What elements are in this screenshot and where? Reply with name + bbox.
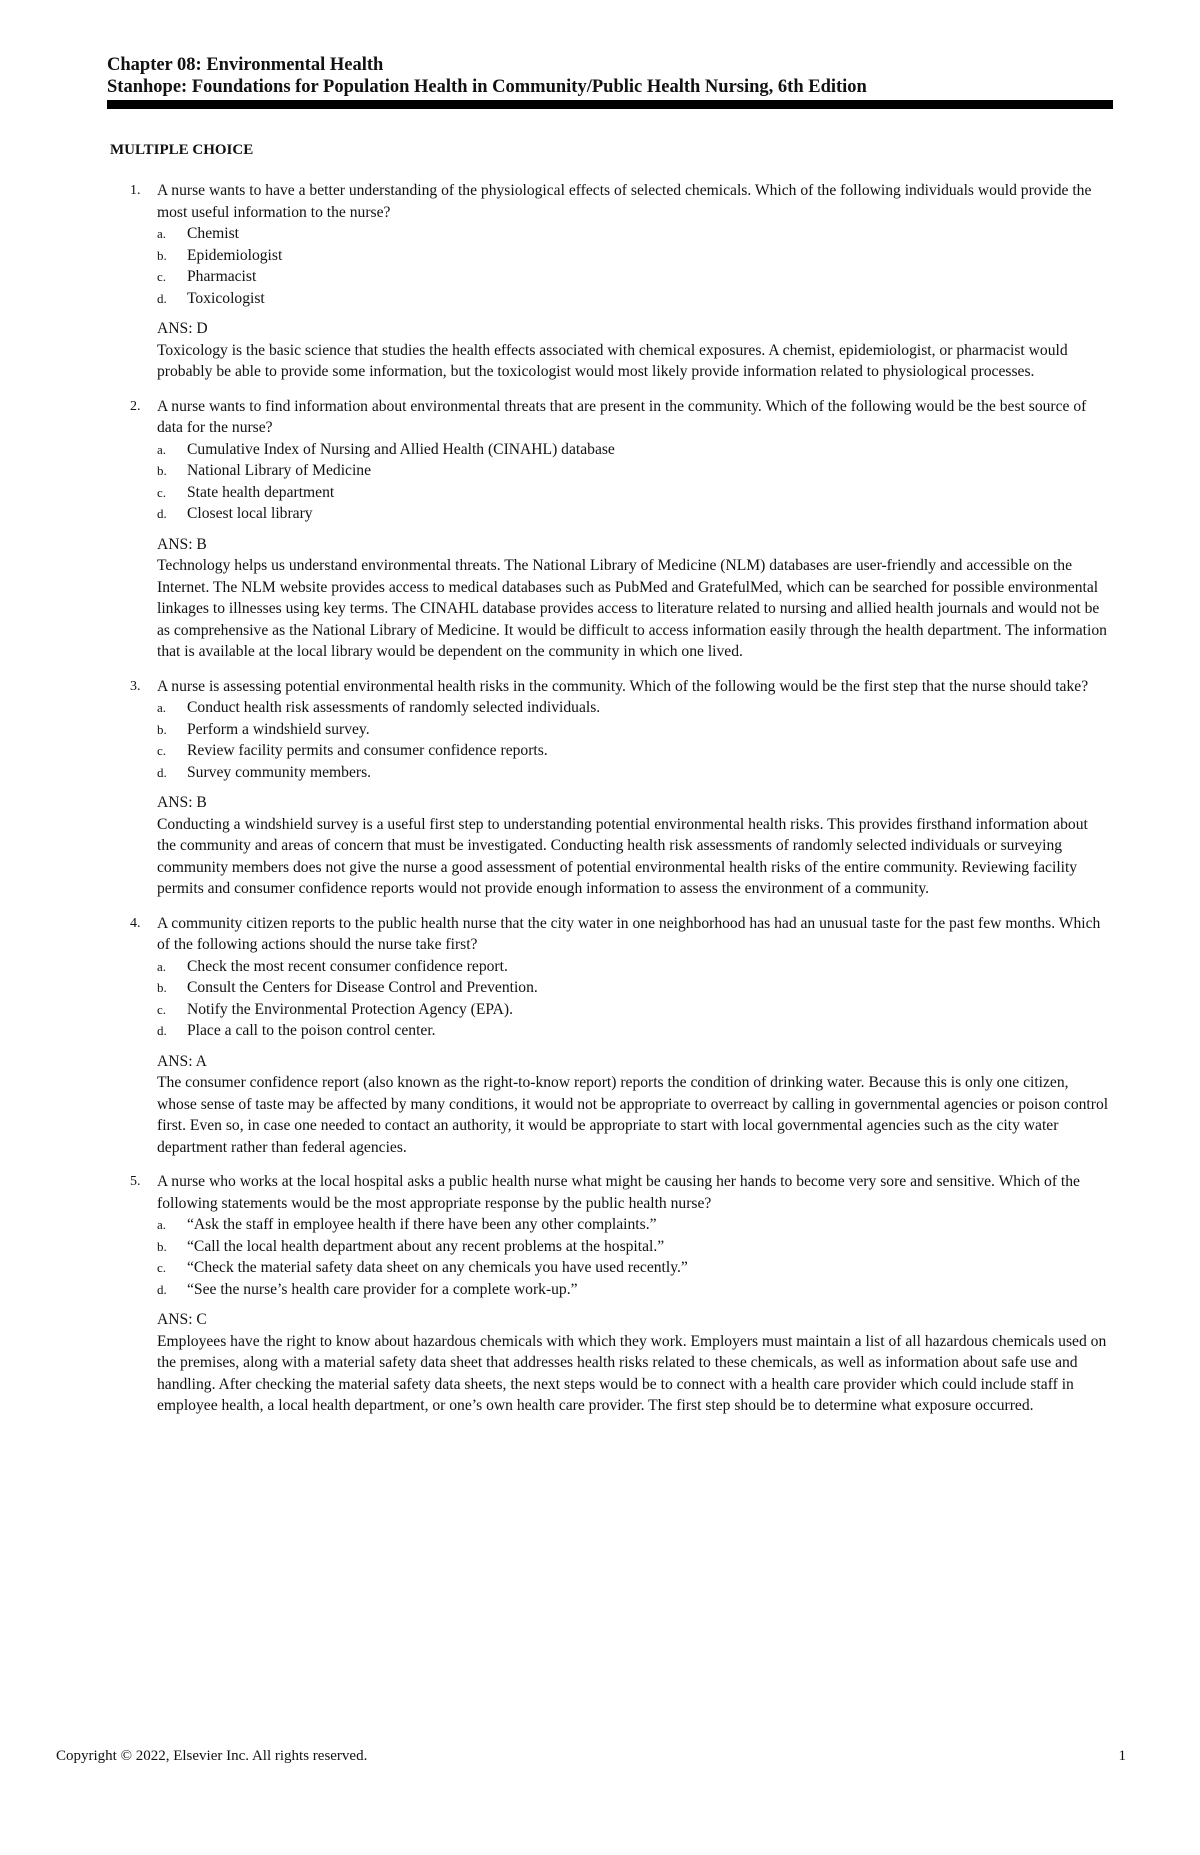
question-4: [110, 913, 1110, 1159]
option-letter: b.: [157, 247, 167, 263]
option: [157, 460, 1110, 482]
option-list: [157, 223, 1110, 309]
option-letter: a.: [157, 1217, 167, 1232]
rationale: Employees have the right to know about hazardous chemicals with which they work. Employers must maintain a list of all hazardous chemicals used on the premises, along with a material safety data sheet that addresses health risks related to these chemicals, as well as information about safe use and handling. After checking the material safety data sheets, the next steps would be to connect with a health care provider which could include staff in employee health, a local health department, or one’s own health care provider. The first step should be to determine what exposure occurred.: [157, 1332, 1107, 1414]
chapter-title: Chapter 08: Environmental Health: [107, 55, 384, 75]
answer-key: ANS: A: [157, 1052, 207, 1070]
rationale: Technology helps us understand environmental threats. The National Library of Medicine (NLM) databases are user-friendly and accessible on the Internet. The NLM website provides access to medical databases such as PubMed and GratefulMed, which can be searched for possible environmental linkages to illnesses using key terms. The CINAHL database provides access to literature related to nursing and allied health journals and would not be as comprehensive as the National Library of Medicine. It would be difficult to access information easily through the health department. The information that is available at the local library would be dependent on the community in which one lived.: [157, 557, 1107, 660]
option-text: “See the nurse’s health care provider for a complete work-up.”: [187, 1280, 578, 1298]
option-text: Chemist: [187, 225, 239, 242]
option: [157, 956, 1110, 978]
question-number: 3.: [130, 678, 141, 694]
option: [157, 288, 1110, 310]
question-number: 4.: [130, 915, 141, 931]
option-text: Check the most recent consumer confidence report.: [187, 957, 508, 975]
option: [157, 977, 1110, 999]
question-stem: A nurse who works at the local hospital asks a public health nurse what might be causing her hands to become very sore and sensitive. Which of the following statements would be the most appropriate response by the public health nurse?: [157, 1173, 1080, 1212]
book-title: Stanhope: Foundations for Population Health in Community/Public Health Nursing, 6th Edition: [107, 77, 867, 97]
option-text: National Library of Medicine: [187, 462, 372, 479]
option-text: Epidemiologist: [187, 246, 283, 264]
option-letter: d.: [157, 1023, 167, 1038]
option: [157, 245, 1110, 267]
option-text: Cumulative Index of Nursing and Allied Health (CINAHL) database: [187, 440, 615, 458]
option-text: “Ask the staff in employee health if there have been any other complaints.”: [187, 1216, 657, 1233]
option: [157, 1236, 1110, 1258]
option-list: [157, 1214, 1110, 1300]
option-letter: a.: [157, 700, 167, 715]
option-text: Toxicologist: [187, 289, 265, 307]
option-letter: d.: [157, 290, 167, 306]
option-letter: c.: [157, 1260, 167, 1275]
option-letter: b.: [157, 721, 167, 737]
option: [157, 719, 1110, 741]
question-number: 1.: [130, 183, 141, 198]
option: [157, 1257, 1110, 1279]
option-letter: c.: [157, 269, 167, 284]
option: [157, 1279, 1110, 1301]
option-letter: d.: [157, 764, 167, 780]
option-list: [157, 439, 1110, 525]
option-text: Consult the Centers for Disease Control and Prevention.: [187, 979, 538, 996]
option-text: Notify the Environmental Protection Agency (EPA).: [187, 1000, 513, 1018]
option: [157, 439, 1110, 461]
question-stem: A nurse is assessing potential environmental health risks in the community. Which of the following would be the first step that the nurse should take?: [157, 677, 1089, 695]
option-text: Review facility permits and consumer confidence reports.: [187, 742, 548, 759]
section-heading: MULTIPLE CHOICE: [110, 142, 254, 158]
page-header: [107, 54, 1113, 98]
option-text: Survey community members.: [187, 763, 372, 781]
answer-key: ANS: C: [157, 1311, 207, 1328]
option: [157, 266, 1110, 288]
option: [157, 762, 1110, 784]
option-text: “Check the material safety data sheet on any chemicals you have used recently.”: [187, 1259, 688, 1276]
option-text: Place a call to the poison control center.: [187, 1022, 436, 1039]
question-stem: A nurse wants to have a better understanding of the physiological effects of selected chemicals. Which of the following individuals would provide the most useful information to the nurse?: [157, 182, 1092, 221]
option-letter: b.: [157, 980, 167, 995]
page-number: 1: [1118, 1748, 1126, 1764]
option-letter: c.: [157, 743, 167, 758]
option-letter: d.: [157, 506, 167, 521]
option: [157, 482, 1110, 504]
question-3: [110, 676, 1110, 900]
rationale: The consumer confidence report (also known as the right-to-know report) reports the condition of drinking water. Because this is only one citizen, whose sense of taste may be affected by many conditions, it would not be appropriate to overreact by calling in governmental agencies or poison control first. Even so, in case one needed to contact an authority, it would be appropriate to start with local governmental agencies such as the city water department rather than federal agencies.: [157, 1074, 1109, 1156]
option: [157, 697, 1110, 719]
option: [157, 503, 1110, 525]
option: [157, 223, 1110, 245]
option-letter: c.: [157, 1001, 167, 1017]
rationale: Toxicology is the basic science that studies the health effects associated with chemical exposures. A chemist, epidemiologist, or pharmacist would probably be able to provide some information, but the toxicologist would most likely provide information related to physiological processes.: [157, 341, 1068, 380]
option-list: [157, 956, 1110, 1042]
option: [157, 740, 1110, 762]
option-letter: a.: [157, 441, 167, 457]
option: [157, 1214, 1110, 1236]
question-number: 2.: [130, 398, 141, 414]
option: [157, 999, 1110, 1021]
question-number: 5.: [130, 1174, 141, 1189]
answer-key: ANS: D: [157, 320, 208, 337]
rationale: Conducting a windshield survey is a useful first step to understanding potential environmental health risks. This provides firsthand information about the community and areas of concern that must be investigated. Conducting health risk assessments of randomly selected individuals or surveying community members does not give the nurse a good assessment of potential environmental health risks of the entire community. Reviewing facility permits and consumer confidence reports would not provide enough information to assess the environment of a community.: [157, 815, 1088, 897]
option-list: [157, 697, 1110, 783]
answer-key: ANS: B: [157, 794, 207, 811]
option-text: Closest local library: [187, 505, 313, 522]
page-footer: [56, 1748, 1126, 1765]
option-letter: b.: [157, 463, 167, 478]
option-letter: d.: [157, 1281, 167, 1297]
option: [157, 1020, 1110, 1042]
question-stem: A nurse wants to find information about environmental threats that are present in the community. Which of the following would be the best source of data for the nurse?: [157, 397, 1087, 436]
question-list: [110, 180, 1110, 1430]
option-text: State health department: [187, 483, 335, 501]
question-5: [110, 1171, 1110, 1417]
answer-key: ANS: B: [157, 535, 207, 553]
option-letter: a.: [157, 226, 167, 241]
header-rule: [107, 100, 1113, 109]
option-letter: c.: [157, 484, 167, 500]
question-2: [110, 396, 1110, 663]
question-1: [110, 180, 1110, 383]
copyright-notice: Copyright © 2022, Elsevier Inc. All rights reserved.: [56, 1748, 368, 1764]
option-letter: a.: [157, 958, 167, 974]
option-text: “Call the local health department about any recent problems at the hospital.”: [187, 1237, 665, 1255]
option-text: Conduct health risk assessments of randomly selected individuals.: [187, 699, 601, 716]
option-letter: b.: [157, 1238, 167, 1254]
option-text: Pharmacist: [187, 268, 257, 285]
question-stem: A community citizen reports to the public health nurse that the city water in one neighborhood has had an unusual taste for the past few months. Which of the following actions should the nurse take first?: [157, 914, 1101, 953]
option-text: Perform a windshield survey.: [187, 720, 370, 738]
